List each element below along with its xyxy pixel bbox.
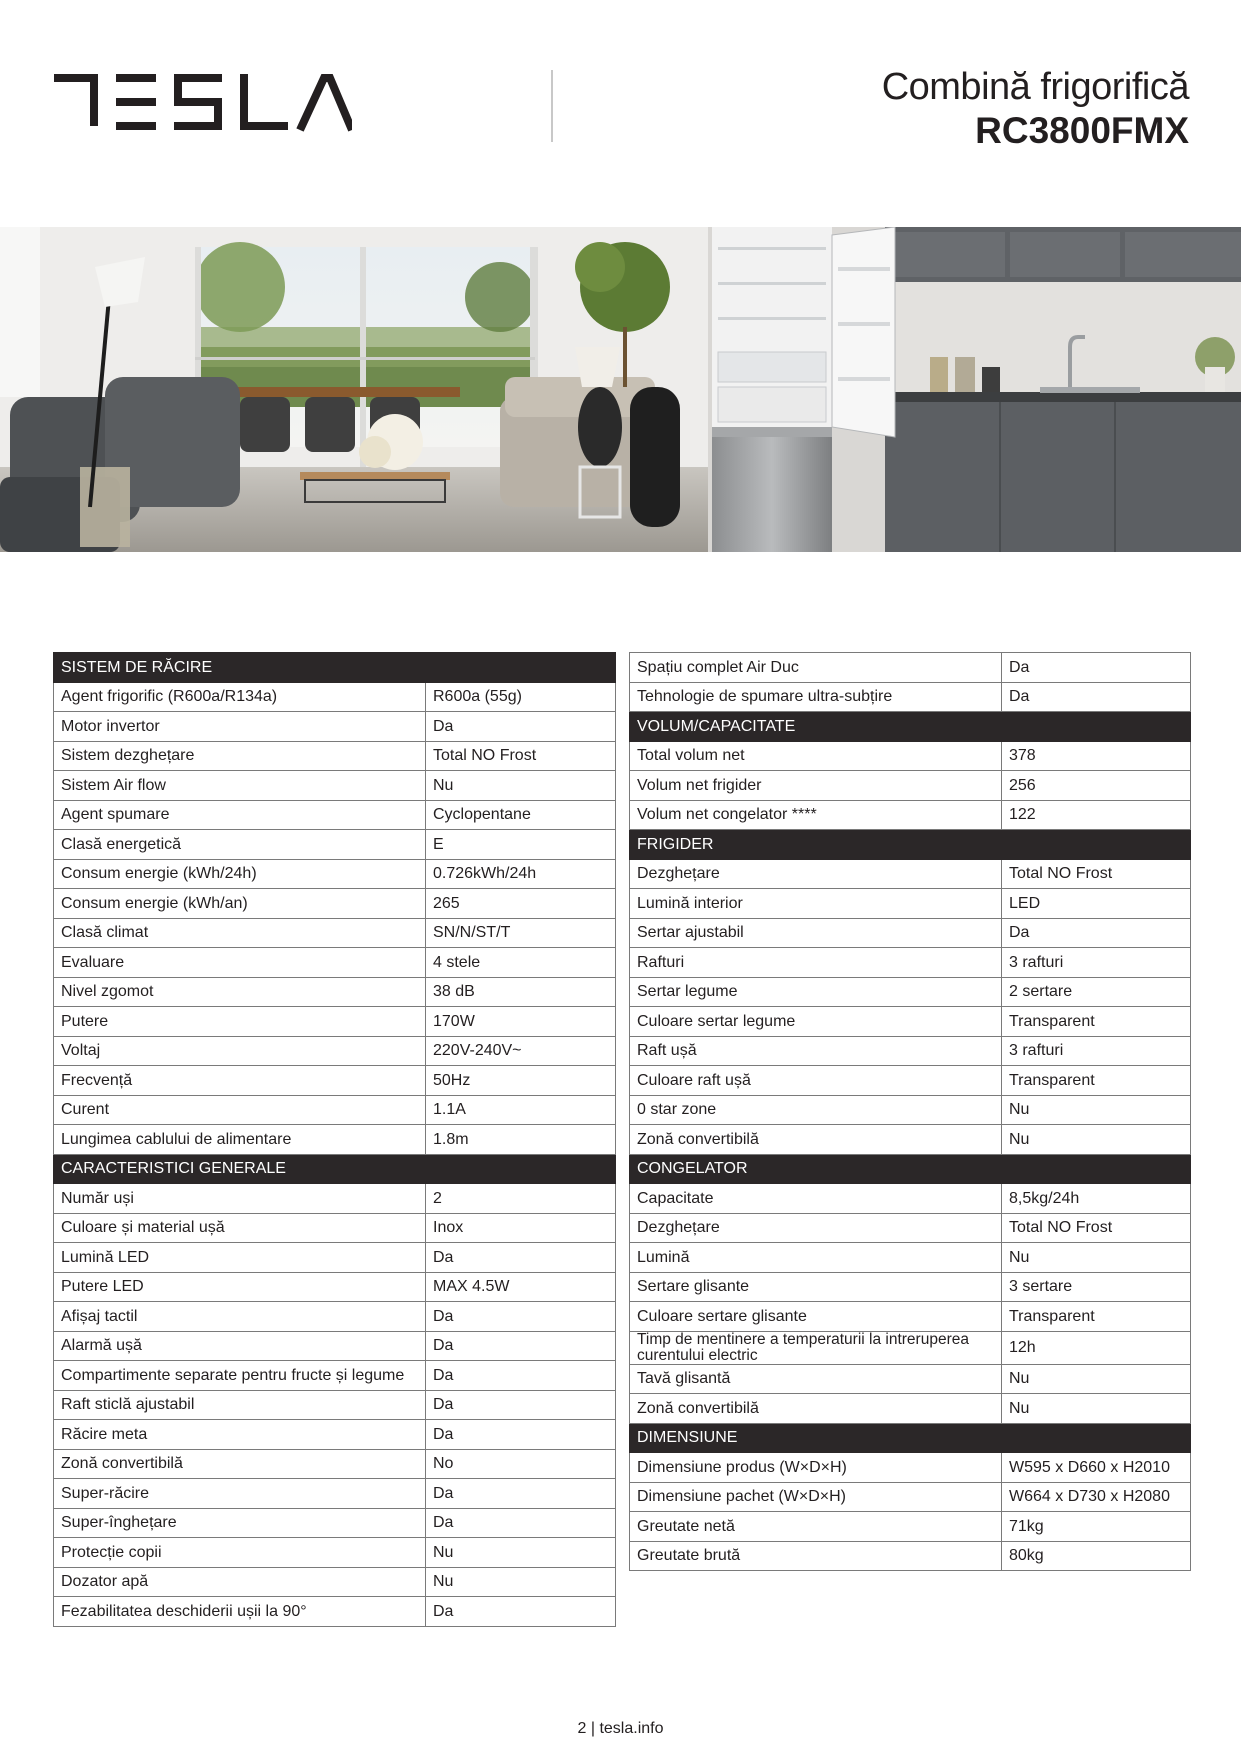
spec-row xyxy=(630,977,1191,1007)
spec-row xyxy=(630,682,1191,712)
spec-value: Total NO Frost xyxy=(1002,859,1191,889)
spec-value: 2 sertare xyxy=(1002,977,1191,1007)
spec-value: Transparent xyxy=(1002,1302,1191,1332)
spec-value: Nu xyxy=(426,1567,616,1597)
spec-value: 38 dB xyxy=(426,977,616,1007)
spec-row xyxy=(54,771,616,801)
section-header-row xyxy=(54,1154,616,1184)
spec-label: Zonă convertibilă xyxy=(54,1449,426,1479)
spec-value: MAX 4.5W xyxy=(426,1272,616,1302)
spec-value: Da xyxy=(426,1243,616,1273)
spec-row xyxy=(630,948,1191,978)
section-header-row xyxy=(630,712,1191,742)
spec-row xyxy=(630,1095,1191,1125)
spec-row xyxy=(630,1394,1191,1424)
spec-row xyxy=(630,1512,1191,1542)
spec-label: Sertare glisante xyxy=(630,1272,1002,1302)
spec-row xyxy=(54,889,616,919)
spec-value: No xyxy=(426,1449,616,1479)
spec-value: Cyclopentane xyxy=(426,800,616,830)
spec-row xyxy=(630,889,1191,919)
spec-label: Agent spumare xyxy=(54,800,426,830)
spec-row xyxy=(54,682,616,712)
spec-table-left xyxy=(53,652,616,1627)
spec-value: Nu xyxy=(1002,1125,1191,1155)
spec-label: Sertar legume xyxy=(630,977,1002,1007)
spec-row xyxy=(54,1066,616,1096)
spec-label: Motor invertor xyxy=(54,712,426,742)
spec-value: Da xyxy=(1002,653,1191,683)
spec-row xyxy=(630,1066,1191,1096)
spec-label: Consum energie (kWh/an) xyxy=(54,889,426,919)
section-title: SISTEM DE RĂCIRE xyxy=(54,653,616,683)
spec-row xyxy=(630,800,1191,830)
spec-row xyxy=(630,1125,1191,1155)
spec-row xyxy=(630,1541,1191,1571)
spec-label: Timp de mentinere a temperaturii la intreruperea curentului electric xyxy=(630,1331,1002,1364)
spec-label: Sistem Air flow xyxy=(54,771,426,801)
spec-row xyxy=(630,859,1191,889)
spec-row xyxy=(54,948,616,978)
spec-value: 0.726kWh/24h xyxy=(426,859,616,889)
spec-row xyxy=(54,1272,616,1302)
section-title: FRIGIDER xyxy=(630,830,1191,860)
spec-row xyxy=(54,741,616,771)
spec-row xyxy=(630,653,1191,683)
spec-value: 3 rafturi xyxy=(1002,1036,1191,1066)
spec-value: W595 x D660 x H2010 xyxy=(1002,1453,1191,1483)
spec-row xyxy=(630,1036,1191,1066)
spec-value: 1.1A xyxy=(426,1095,616,1125)
spec-label: Greutate brută xyxy=(630,1541,1002,1571)
spec-label: Compartimente separate pentru fructe și legume xyxy=(54,1361,426,1391)
spec-value: 8,5kg/24h xyxy=(1002,1184,1191,1214)
spec-value: Da xyxy=(1002,682,1191,712)
spec-row xyxy=(54,1390,616,1420)
spec-row xyxy=(630,918,1191,948)
spec-label: Zonă convertibilă xyxy=(630,1125,1002,1155)
spec-value: Da xyxy=(1002,918,1191,948)
spec-value: 3 rafturi xyxy=(1002,948,1191,978)
spec-label: Curent xyxy=(54,1095,426,1125)
spec-label: Lungimea cablului de alimentare xyxy=(54,1125,426,1155)
spec-row xyxy=(54,1125,616,1155)
spec-value: Da xyxy=(426,1331,616,1361)
spec-row xyxy=(54,712,616,742)
spec-value: Transparent xyxy=(1002,1007,1191,1037)
product-model: RC3800FMX xyxy=(975,110,1189,151)
spec-row xyxy=(630,1272,1191,1302)
section-title: VOLUM/CAPACITATE xyxy=(630,712,1191,742)
spec-label: Protecție copii xyxy=(54,1538,426,1568)
spec-label: Super-înghețare xyxy=(54,1508,426,1538)
spec-label: Nivel zgomot xyxy=(54,977,426,1007)
spec-row xyxy=(630,1213,1191,1243)
spec-row xyxy=(54,830,616,860)
spec-row xyxy=(54,1036,616,1066)
spec-row xyxy=(54,1449,616,1479)
spec-row xyxy=(54,1302,616,1332)
spec-value: 122 xyxy=(1002,800,1191,830)
spec-label: Afișaj tactil xyxy=(54,1302,426,1332)
spec-row xyxy=(54,1538,616,1568)
spec-label: Rafturi xyxy=(630,948,1002,978)
spec-row xyxy=(54,1567,616,1597)
spec-label: Volum net frigider xyxy=(630,771,1002,801)
spec-row xyxy=(630,1007,1191,1037)
spec-label: Evaluare xyxy=(54,948,426,978)
spec-value: 3 sertare xyxy=(1002,1272,1191,1302)
spec-label: Tavă glisantă xyxy=(630,1364,1002,1394)
spec-label: Fezabilitatea deschiderii ușii la 90° xyxy=(54,1597,426,1627)
spec-label: Culoare și material ușă xyxy=(54,1213,426,1243)
spec-label: Raft ușă xyxy=(630,1036,1002,1066)
section-title: CARACTERISTICI GENERALE xyxy=(54,1154,616,1184)
spec-value: 170W xyxy=(426,1007,616,1037)
spec-label: Lumină interior xyxy=(630,889,1002,919)
spec-label: Total volum net xyxy=(630,741,1002,771)
spec-value: 2 xyxy=(426,1184,616,1214)
spec-value: R600a (55g) xyxy=(426,682,616,712)
spec-label: Putere xyxy=(54,1007,426,1037)
spec-value: Nu xyxy=(426,1538,616,1568)
spec-label: Lumină LED xyxy=(54,1243,426,1273)
spec-row xyxy=(54,1331,616,1361)
header-divider xyxy=(551,70,553,142)
spec-label: Agent frigorific (R600a/R134a) xyxy=(54,682,426,712)
spec-row xyxy=(54,1508,616,1538)
spec-value: Da xyxy=(426,1597,616,1627)
spec-value: Da xyxy=(426,1479,616,1509)
spec-value: E xyxy=(426,830,616,860)
spec-value: 80kg xyxy=(1002,1541,1191,1571)
spec-row xyxy=(54,1095,616,1125)
spec-row xyxy=(630,1364,1191,1394)
spec-row xyxy=(54,1597,616,1627)
product-title-block xyxy=(882,64,1189,152)
spec-value: 71kg xyxy=(1002,1512,1191,1542)
spec-value: Transparent xyxy=(1002,1066,1191,1096)
spec-row xyxy=(54,1184,616,1214)
spec-value: 12h xyxy=(1002,1331,1191,1364)
spec-label: Putere LED xyxy=(54,1272,426,1302)
section-header-row xyxy=(630,1154,1191,1184)
spec-row xyxy=(54,859,616,889)
spec-value: Total NO Frost xyxy=(426,741,616,771)
section-title: CONGELATOR xyxy=(630,1154,1191,1184)
spec-row xyxy=(54,1361,616,1391)
spec-row xyxy=(54,800,616,830)
spec-row xyxy=(630,1302,1191,1332)
spec-row xyxy=(54,977,616,1007)
spec-value: 1.8m xyxy=(426,1125,616,1155)
spec-value: Nu xyxy=(1002,1394,1191,1424)
spec-value: Nu xyxy=(1002,1095,1191,1125)
spec-label: Culoare sertar legume xyxy=(630,1007,1002,1037)
spec-label: Număr uși xyxy=(54,1184,426,1214)
spec-value: Inox xyxy=(426,1213,616,1243)
spec-label: Dezghețare xyxy=(630,1213,1002,1243)
spec-table-right xyxy=(629,652,1191,1571)
spec-value: 265 xyxy=(426,889,616,919)
spec-row xyxy=(54,1213,616,1243)
spec-value: W664 x D730 x H2080 xyxy=(1002,1482,1191,1512)
spec-value: Total NO Frost xyxy=(1002,1213,1191,1243)
spec-label: Lumină xyxy=(630,1243,1002,1273)
spec-row xyxy=(54,1420,616,1450)
spec-label: Capacitate xyxy=(630,1184,1002,1214)
product-category-title: Combină frigorifică xyxy=(881,66,1189,108)
spec-value: Da xyxy=(426,712,616,742)
spec-value: Da xyxy=(426,1390,616,1420)
section-header-row xyxy=(54,653,616,683)
spec-value: SN/N/ST/T xyxy=(426,918,616,948)
spec-value: Nu xyxy=(426,771,616,801)
spec-row xyxy=(54,1243,616,1273)
spec-label: Tehnologie de spumare ultra-subțire xyxy=(630,682,1002,712)
spec-label: Super-răcire xyxy=(54,1479,426,1509)
spec-label: Răcire meta xyxy=(54,1420,426,1450)
spec-row xyxy=(54,1007,616,1037)
spec-row xyxy=(630,1184,1191,1214)
spec-row xyxy=(54,918,616,948)
spec-label: Clasă energetică xyxy=(54,830,426,860)
spec-label: Voltaj xyxy=(54,1036,426,1066)
spec-value: 50Hz xyxy=(426,1066,616,1096)
spec-value: 4 stele xyxy=(426,948,616,978)
spec-label: Spațiu complet Air Duc xyxy=(630,653,1002,683)
spec-label: Sistem dezghețare xyxy=(54,741,426,771)
spec-value: 256 xyxy=(1002,771,1191,801)
spec-label: Culoare sertare glisante xyxy=(630,1302,1002,1332)
spec-label: Volum net congelator **** xyxy=(630,800,1002,830)
spec-label: Dozator apă xyxy=(54,1567,426,1597)
spec-row xyxy=(630,1331,1191,1364)
section-title: DIMENSIUNE xyxy=(630,1423,1191,1453)
spec-row xyxy=(630,771,1191,801)
spec-label: Greutate netă xyxy=(630,1512,1002,1542)
section-header-row xyxy=(630,1423,1191,1453)
spec-label: Consum energie (kWh/24h) xyxy=(54,859,426,889)
spec-value: 220V-240V~ xyxy=(426,1036,616,1066)
spec-value: Da xyxy=(426,1420,616,1450)
spec-value: Nu xyxy=(1002,1364,1191,1394)
spec-row xyxy=(54,1479,616,1509)
spec-row xyxy=(630,1453,1191,1483)
spec-label: Raft sticlă ajustabil xyxy=(54,1390,426,1420)
page-footer: 2 | tesla.info xyxy=(577,1720,664,1737)
spec-row xyxy=(630,741,1191,771)
section-header-row xyxy=(630,830,1191,860)
spec-value: Nu xyxy=(1002,1243,1191,1273)
spec-value: LED xyxy=(1002,889,1191,919)
spec-value: Da xyxy=(426,1302,616,1332)
spec-value: 378 xyxy=(1002,741,1191,771)
spec-value: Da xyxy=(426,1361,616,1391)
spec-label: Frecvență xyxy=(54,1066,426,1096)
spec-label: Dezghețare xyxy=(630,859,1002,889)
spec-label: Dimensiune pachet (W×D×H) xyxy=(630,1482,1002,1512)
hero-product-image xyxy=(0,227,1241,552)
tesla-logo xyxy=(52,72,352,132)
spec-label: Culoare raft ușă xyxy=(630,1066,1002,1096)
spec-label: Zonă convertibilă xyxy=(630,1394,1002,1424)
spec-label: Dimensiune produs (W×D×H) xyxy=(630,1453,1002,1483)
spec-label: 0 star zone xyxy=(630,1095,1002,1125)
spec-row xyxy=(630,1482,1191,1512)
spec-value: Da xyxy=(426,1508,616,1538)
spec-label: Sertar ajustabil xyxy=(630,918,1002,948)
spec-label: Alarmă ușă xyxy=(54,1331,426,1361)
spec-label: Clasă climat xyxy=(54,918,426,948)
spec-row xyxy=(630,1243,1191,1273)
